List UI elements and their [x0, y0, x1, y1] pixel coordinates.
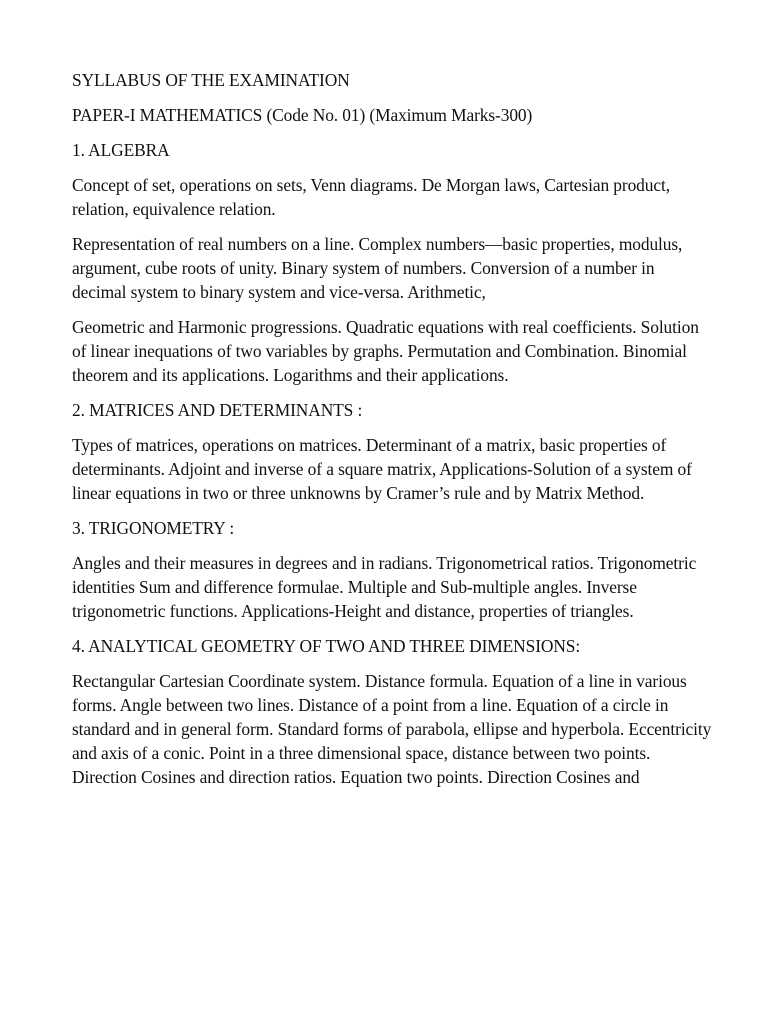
section-heading-algebra: 1. ALGEBRA — [72, 140, 170, 160]
section-heading-matrices: 2. MATRICES AND DETERMINANTS : — [72, 400, 363, 420]
paragraph: Geometric and Harmonic progressions. Quadratic equations with real coefficients. Solution of linear inequations of two variables by graphs. Permutation and Combination. Binomial theorem and its applications. Logarithms and their applications. — [72, 317, 699, 385]
section-heading-analytical-geometry: 4. ANALYTICAL GEOMETRY OF TWO AND THREE DIMENSIONS: — [72, 636, 581, 656]
paragraph: Rectangular Cartesian Coordinate system. Distance formula. Equation of a line in various forms. Angle between two lines. Distance of a point from a line. Equation of a circle in standard and in general form. Standard forms of parabola, ellipse and hyperbola. Eccentricity and axis of a conic. Point in a three dimensional space, distance between two points. Direction Cosines and direction ratios. Equation two points. Direction Cosines and — [72, 671, 712, 787]
section-heading-trigonometry: 3. TRIGONOMETRY : — [72, 518, 235, 538]
paragraph: Types of matrices, operations on matrices. Determinant of a matrix, basic properties of determinants. Adjoint and inverse of a square matrix, Applications-Solution of a system of linear equations in two or three unknowns by Cramer’s rule and by Matrix Method. — [72, 435, 692, 503]
paragraph: Concept of set, operations on sets, Venn diagrams. De Morgan laws, Cartesian product, relation, equivalence relation. — [72, 175, 670, 219]
paragraph: Representation of real numbers on a line. Complex numbers—basic properties, modulus, argument, cube roots of unity. Binary system of numbers. Conversion of a number in decimal system to binary system and vice-versa. Arithmetic, — [72, 234, 683, 302]
paragraph: Angles and their measures in degrees and in radians. Trigonometrical ratios. Trigonometric identities Sum and difference formulae. Multiple and Sub-multiple angles. Inverse trigonometric functions. Applications-Height and distance, properties of triangles. — [72, 553, 697, 621]
document-page — [72, 68, 712, 800]
paper-title: PAPER-I MATHEMATICS (Code No. 01) (Maximum Marks-300) — [72, 105, 533, 125]
document-title: SYLLABUS OF THE EXAMINATION — [72, 70, 350, 90]
